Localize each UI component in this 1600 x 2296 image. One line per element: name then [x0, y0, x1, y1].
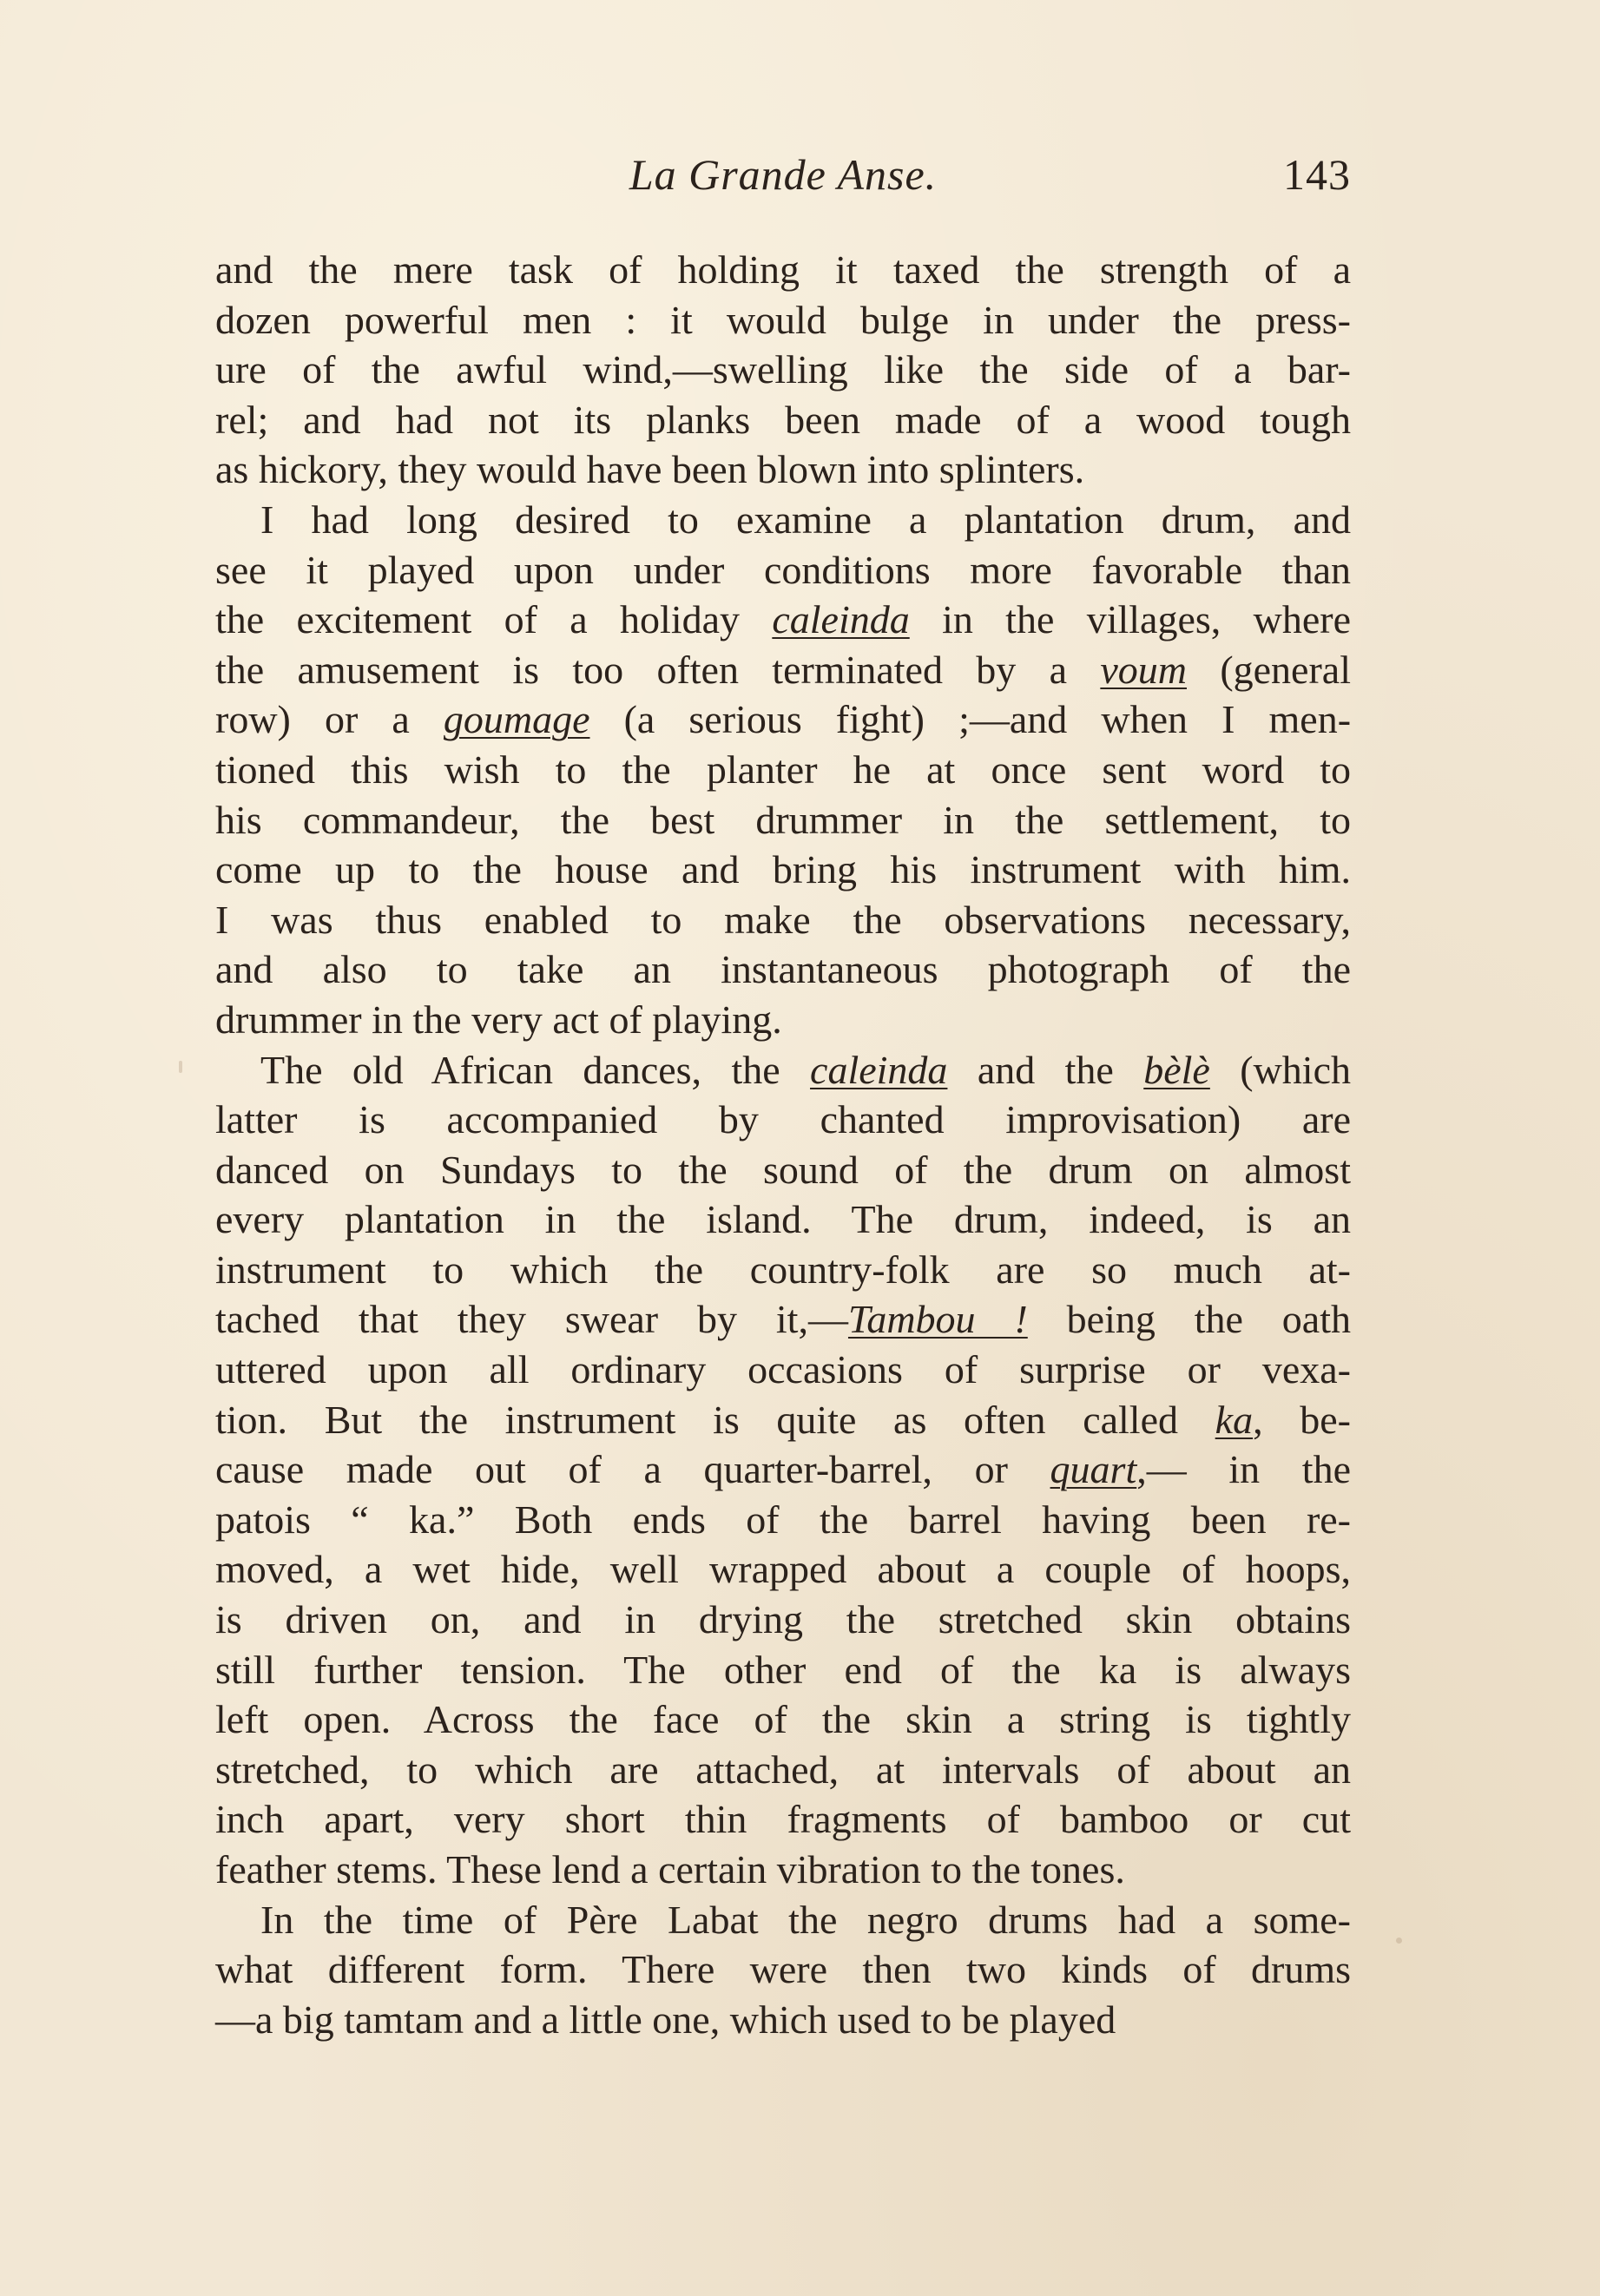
- text-run: tached that they swear by it,—: [215, 1297, 848, 1342]
- text-line: [215, 1245, 1351, 1295]
- text-line: [215, 1194, 1351, 1245]
- text-run: patois “ ka.” Both ends of the barrel having been re-: [215, 1497, 1351, 1542]
- text-line: [215, 995, 1351, 1045]
- text-line: [215, 845, 1351, 895]
- italic-term: [1143, 1048, 1210, 1092]
- text-line: [215, 694, 1351, 745]
- text-run: and also to take an instantaneous photograph of the: [215, 947, 1351, 992]
- italic-term: [772, 597, 909, 641]
- text-run: stretched, to which are attached, at intervals of about an: [215, 1747, 1351, 1792]
- underlined-term: Tambou !: [847, 1297, 1028, 1342]
- text-run: latter is accompanied by chanted improvisation) are: [215, 1097, 1351, 1142]
- text-line: [215, 1544, 1351, 1595]
- text-line: [215, 1444, 1351, 1495]
- underlined-term: goumage: [443, 697, 590, 742]
- text-run: is driven on, and in drying the stretched skin obtains: [215, 1597, 1351, 1642]
- text-line: [215, 1745, 1351, 1795]
- running-title: La Grande Anse.: [629, 150, 938, 199]
- text-line: [215, 444, 1351, 495]
- text-run: ure of the awful wind,—swelling like the side of a bar-: [215, 347, 1351, 392]
- text-run: as hickory, they would have been blown into splinters.: [215, 447, 1085, 492]
- text-run: the excitement of a holiday: [215, 597, 773, 642]
- text-run: being the oath: [1027, 1297, 1352, 1342]
- text-run: what different form. There were then two kinds of drums: [215, 1947, 1351, 1992]
- text-line: [215, 1845, 1351, 1895]
- text-line: [215, 1395, 1351, 1445]
- text-run: tion. But the instrument is quite as often called: [215, 1397, 1215, 1442]
- text-run: rel; and had not its planks been made of a wood tough: [215, 397, 1351, 442]
- text-run: uttered upon all ordinary occasions of surprise or vexa-: [215, 1347, 1351, 1392]
- text-run: (a serious fight) ;—and when I men-: [589, 697, 1352, 742]
- text-line: [215, 1495, 1351, 1545]
- italic-term: [1215, 1398, 1253, 1442]
- text-run: come up to the house and bring his instrument with him.: [215, 847, 1351, 892]
- text-run: danced on Sundays to the sound of the drum on almost: [215, 1147, 1351, 1192]
- text-run: his commandeur, the best drummer in the settlement, to: [215, 797, 1351, 842]
- underlined-term: ka: [1215, 1397, 1254, 1442]
- italic-term: [1050, 1447, 1137, 1491]
- text-line: [215, 495, 1351, 545]
- text-line: [215, 395, 1351, 445]
- underlined-term: quart: [1050, 1447, 1137, 1492]
- text-run: tioned this wish to the planter he at once sent word to: [215, 747, 1351, 792]
- text-line: [215, 944, 1351, 995]
- underlined-term: voum: [1100, 647, 1187, 692]
- text-line: [215, 245, 1351, 295]
- text-line: [215, 1145, 1351, 1195]
- text-run: The old African dances, the: [260, 1047, 811, 1092]
- text-line: [215, 1345, 1351, 1395]
- text-run: feather stems. These lend a certain vibration to the tones.: [215, 1847, 1125, 1891]
- text-line: [215, 1944, 1351, 1995]
- text-line: [215, 1694, 1351, 1745]
- underlined-term: bèlè: [1143, 1047, 1210, 1092]
- text-run: cause made out of a quarter-barrel, or: [215, 1447, 1050, 1492]
- italic-term: [444, 697, 590, 741]
- text-run: , be-: [1253, 1397, 1351, 1442]
- text-run: still further tension. The other end of the ka is always: [215, 1647, 1351, 1692]
- text-line: [215, 1294, 1351, 1345]
- text-run: in the villages, where: [909, 597, 1351, 642]
- text-run: moved, a wet hide, well wrapped about a couple of hoops,: [215, 1547, 1351, 1592]
- text-run: and the mere task of holding it taxed the strength of a: [215, 247, 1351, 292]
- text-run: dozen powerful men : it would bulge in under the press-: [215, 297, 1351, 342]
- text-run: (general: [1187, 647, 1351, 692]
- underlined-term: caleinda: [810, 1047, 948, 1092]
- text-line: [215, 295, 1351, 345]
- italic-term: [810, 1048, 947, 1092]
- underlined-term: caleinda: [772, 597, 910, 642]
- text-run: drummer in the very act of playing.: [215, 997, 782, 1042]
- paper-speck: [1396, 1937, 1402, 1944]
- text-line: [215, 1645, 1351, 1695]
- text-line: [215, 1895, 1351, 1945]
- running-head: [215, 149, 1351, 210]
- paper-speck: [179, 1061, 182, 1073]
- text-line: [215, 545, 1351, 595]
- text-line: [215, 345, 1351, 395]
- text-line: [215, 1595, 1351, 1645]
- body-text: [215, 245, 1351, 2044]
- page-number: 143: [1283, 150, 1351, 199]
- text-run: In the time of Père Labat the negro drums had a some-: [260, 1897, 1351, 1942]
- text-line: [215, 1095, 1351, 1145]
- italic-term: [848, 1297, 1028, 1341]
- text-line: [215, 1045, 1351, 1095]
- text-run: (which: [1209, 1047, 1351, 1092]
- text-line: [215, 1995, 1351, 2045]
- text-line: [215, 795, 1351, 845]
- text-run: row) or a: [215, 697, 444, 742]
- text-line: [215, 895, 1351, 945]
- text-run: every plantation in the island. The drum, indeed, is an: [215, 1197, 1351, 1242]
- text-line: [215, 1794, 1351, 1845]
- text-run: the amusement is too often terminated by a: [215, 647, 1101, 692]
- text-run: ,— in the: [1136, 1447, 1352, 1492]
- text-run: see it played upon under conditions more favorable than: [215, 547, 1351, 592]
- text-run: and the: [947, 1047, 1144, 1092]
- text-line: [215, 645, 1351, 695]
- text-run: I was thus enabled to make the observations necessary,: [215, 897, 1351, 942]
- text-run: inch apart, very short thin fragments of bamboo or cut: [215, 1797, 1351, 1842]
- text-line: [215, 745, 1351, 795]
- text-line: [215, 595, 1351, 645]
- text-run: —a big tamtam and a little one, which used to be played: [215, 1997, 1116, 2042]
- italic-term: [1100, 648, 1187, 692]
- text-run: left open. Across the face of the skin a string is tightly: [215, 1697, 1351, 1742]
- text-run: instrument to which the country-folk are so much at-: [215, 1247, 1351, 1292]
- text-run: I had long desired to examine a plantation drum, and: [260, 497, 1351, 542]
